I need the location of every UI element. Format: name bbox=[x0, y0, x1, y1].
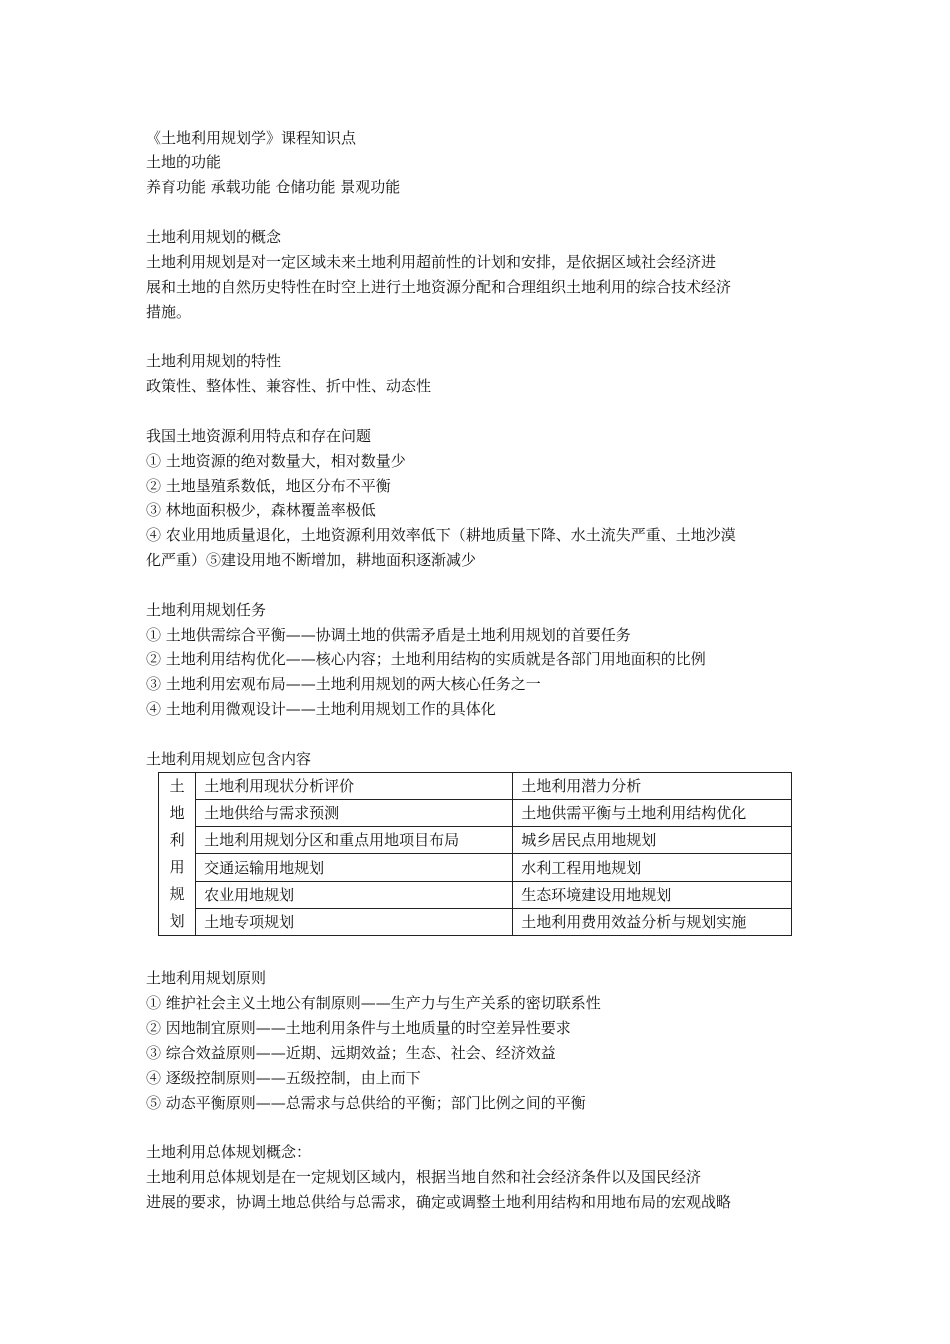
table-row bbox=[159, 800, 792, 827]
table-cell: 土地利用规划分区和重点用地项目布局 bbox=[196, 827, 513, 854]
heading-land-functions: 土地的功能 bbox=[146, 153, 222, 171]
table-row bbox=[159, 881, 792, 908]
heading-planning-principles: 土地利用规划原则 bbox=[146, 969, 267, 987]
list-item: ④ 农业用地质量退化，土地资源利用效率低下（耕地质量下降、水土流失严重、土地沙漠 bbox=[146, 526, 736, 544]
list-item: ③ 综合效益原则——近期、远期效益；生态、社会、经济效益 bbox=[146, 1044, 556, 1062]
table-row bbox=[159, 854, 792, 881]
text-general-plan-concept-2: 进展的要求，协调土地总供给与总需求，确定或调整土地利用结构和用地布局的宏观战略 bbox=[146, 1193, 732, 1211]
text-planning-concept-2: 展和土地的自然历史特性在时空上进行土地资源分配和合理组织土地利用的综合技术经济 bbox=[146, 278, 732, 296]
text-planning-concept-3: 措施。 bbox=[146, 303, 192, 321]
heading-resource-problems: 我国土地资源利用特点和存在问题 bbox=[146, 427, 372, 445]
table-side-label: 土 地 利 用 规 划 bbox=[159, 773, 196, 936]
text-planning-characteristics: 政策性、整体性、兼容性、折中性、动态性 bbox=[146, 377, 432, 395]
heading-planning-concept: 土地利用规划的概念 bbox=[146, 228, 282, 246]
text-general-plan-concept-1: 土地利用总体规划是在一定规划区域内，根据当地自然和社会经济条件以及国民经济 bbox=[146, 1168, 702, 1186]
list-item: ② 土地垦殖系数低，地区分布不平衡 bbox=[146, 477, 391, 495]
list-item: ③ 土地利用宏观布局——土地利用规划的两大核心任务之一 bbox=[146, 675, 541, 693]
list-item: ① 维护社会主义土地公有制原则——生产力与生产关系的密切联系性 bbox=[146, 994, 601, 1012]
heading-planning-contents: 土地利用规划应包含内容 bbox=[146, 750, 312, 768]
document-title: 《土地利用规划学》课程知识点 bbox=[146, 129, 357, 147]
text-land-functions: 养育功能 承载功能 仓储功能 景观功能 bbox=[146, 178, 401, 196]
table-cell: 交通运输用地规划 bbox=[196, 854, 513, 881]
table-cell: 农业用地规划 bbox=[196, 881, 513, 908]
planning-contents-table bbox=[158, 772, 792, 936]
table-row bbox=[159, 827, 792, 854]
list-item: ③ 林地面积极少，森林覆盖率极低 bbox=[146, 501, 376, 519]
text-planning-concept-1: 土地利用规划是对一定区域未来土地利用超前性的计划和安排，是依据区域社会经济进 bbox=[146, 253, 717, 271]
heading-general-plan-concept: 土地利用总体规划概念： bbox=[146, 1143, 312, 1161]
list-item: ① 土地供需综合平衡——协调土地的供需矛盾是土地利用规划的首要任务 bbox=[146, 626, 631, 644]
table-row bbox=[159, 773, 792, 800]
list-item-continued: 化严重）⑤建设用地不断增加，耕地面积逐渐减少 bbox=[146, 551, 477, 569]
table-cell: 土地利用现状分析评价 bbox=[196, 773, 513, 800]
heading-planning-tasks: 土地利用规划任务 bbox=[146, 601, 267, 619]
list-item: ② 土地利用结构优化——核心内容；土地利用结构的实质就是各部门用地面积的比例 bbox=[146, 650, 706, 668]
list-item: ② 因地制宜原则——土地利用条件与土地质量的时空差异性要求 bbox=[146, 1019, 571, 1037]
table-cell: 土地利用费用效益分析与规划实施 bbox=[513, 908, 792, 935]
table-cell: 生态环境建设用地规划 bbox=[513, 881, 792, 908]
table-cell: 土地专项规划 bbox=[196, 908, 513, 935]
table-cell: 水利工程用地规划 bbox=[513, 854, 792, 881]
heading-planning-characteristics: 土地利用规划的特性 bbox=[146, 352, 282, 370]
table-cell: 土地利用潜力分析 bbox=[513, 773, 792, 800]
table-cell: 土地供给与需求预测 bbox=[196, 800, 513, 827]
list-item: ⑤ 动态平衡原则——总需求与总供给的平衡；部门比例之间的平衡 bbox=[146, 1094, 586, 1112]
list-item: ④ 土地利用微观设计——土地利用规划工作的具体化 bbox=[146, 700, 496, 718]
table-cell: 城乡居民点用地规划 bbox=[513, 827, 792, 854]
table-cell: 土地供需平衡与土地利用结构优化 bbox=[513, 800, 792, 827]
list-item: ④ 逐级控制原则——五级控制，由上而下 bbox=[146, 1069, 421, 1087]
list-item: ① 土地资源的绝对数量大，相对数量少 bbox=[146, 452, 406, 470]
table-row bbox=[159, 908, 792, 935]
